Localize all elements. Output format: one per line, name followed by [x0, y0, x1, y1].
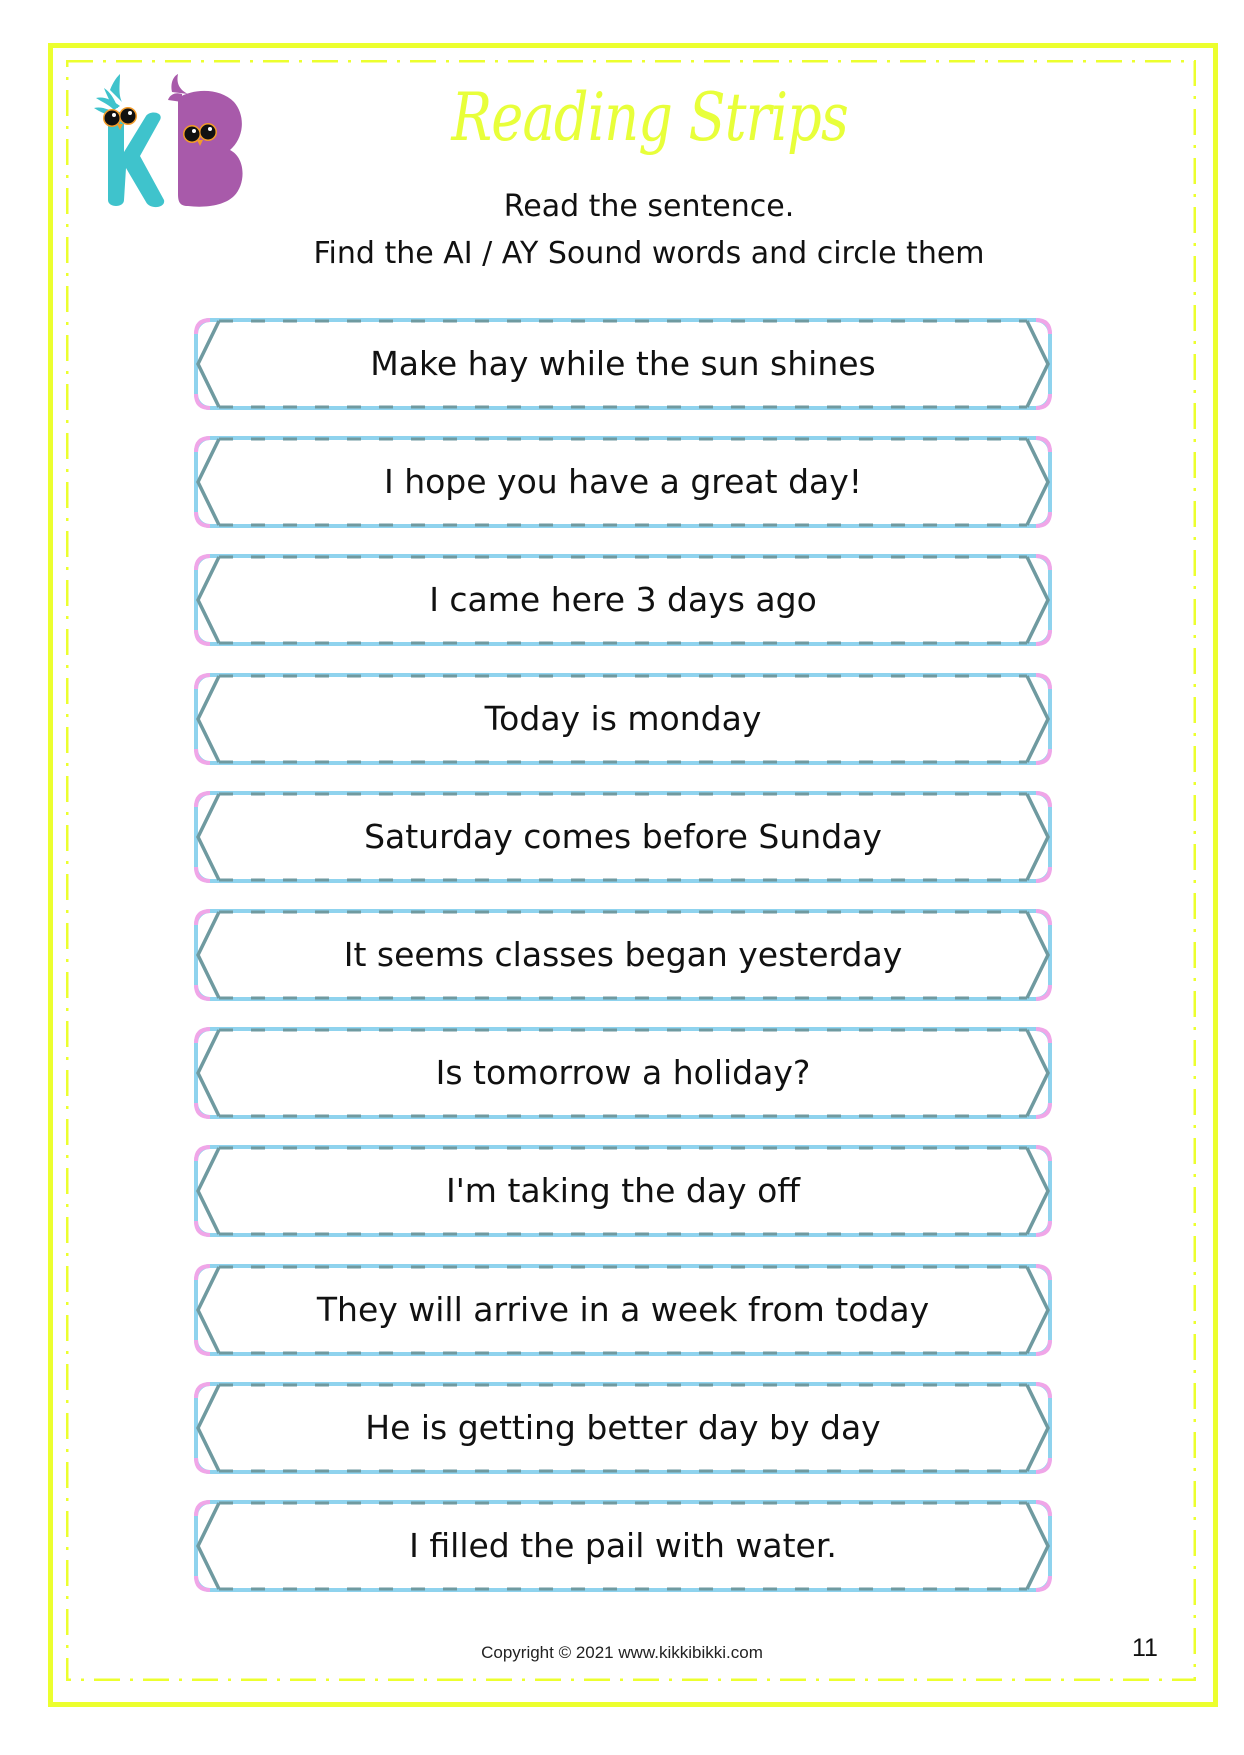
page-number: 11: [1132, 1634, 1158, 1662]
reading-strip: [193, 1263, 1053, 1357]
reading-strip: [193, 908, 1053, 1002]
reading-strip: [193, 1381, 1053, 1475]
worksheet-title: Reading Strips: [451, 79, 848, 156]
strip-sentence[interactable]: Is tomorrow a holiday?: [435, 1053, 811, 1093]
reading-strip: [193, 1499, 1053, 1593]
strip-sentence[interactable]: Make hay while the sun shines: [370, 344, 876, 383]
strip-sentence[interactable]: Today is monday: [484, 698, 762, 738]
strip-sentence[interactable]: Saturday comes before Sunday: [364, 816, 882, 856]
reading-strip: [193, 553, 1053, 647]
reading-strip: [193, 672, 1053, 766]
strip-sentence[interactable]: I filled the pail with water.: [409, 1526, 837, 1565]
reading-strip: [193, 1026, 1053, 1120]
strip-sentence[interactable]: I hope you have a great day!: [383, 462, 863, 502]
strip-sentence[interactable]: It seems classes began yesterday: [343, 935, 903, 974]
reading-strip: [193, 317, 1053, 411]
strip-sentence[interactable]: I came here 3 days ago: [429, 580, 817, 620]
strip-sentence[interactable]: I'm taking the day off: [446, 1171, 800, 1211]
strip-sentence[interactable]: They will arrive in a week from today: [316, 1289, 930, 1329]
reading-strip: [193, 1144, 1053, 1238]
copyright-footer: Copyright © 2021 www.kikkibikki.com: [481, 1643, 763, 1662]
instruction-read: Read the sentence.: [503, 189, 795, 224]
reading-strip: [193, 435, 1053, 529]
strip-sentence[interactable]: He is getting better day by day: [365, 1407, 881, 1447]
instruction-find: Find the AI / AY Sound words and circle them: [313, 236, 985, 271]
reading-strip: [193, 790, 1053, 884]
